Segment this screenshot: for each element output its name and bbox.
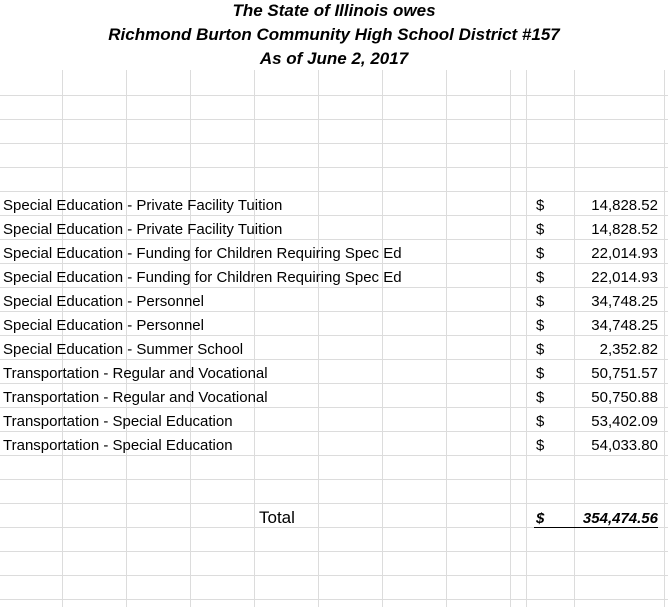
table-row	[0, 193, 668, 217]
item-amount: 50,751.57	[591, 365, 658, 382]
table-row	[0, 385, 668, 409]
grid-row-line	[0, 119, 668, 120]
table-row	[0, 217, 668, 241]
item-amount: 53,402.09	[591, 413, 658, 430]
item-amount: 54,033.80	[591, 437, 658, 454]
table-row	[0, 241, 668, 265]
table-row	[0, 337, 668, 361]
table-row	[0, 265, 668, 289]
title-line-2: Richmond Burton Community High School District #157	[0, 23, 668, 46]
title-line-3: As of June 2, 2017	[0, 47, 668, 70]
item-label: Special Education - Funding for Children Requiring Spec Ed	[3, 269, 402, 286]
currency-symbol: $	[536, 245, 545, 262]
currency-symbol: $	[536, 197, 545, 214]
item-amount: 34,748.25	[591, 293, 658, 310]
total-underline	[534, 527, 658, 528]
currency-symbol: $	[536, 341, 545, 358]
grid-row-line	[0, 503, 668, 504]
table-row	[0, 289, 668, 313]
table-row	[0, 361, 668, 385]
grid-row-line	[0, 551, 668, 552]
item-amount: 2,352.82	[599, 341, 658, 358]
item-amount: 22,014.93	[591, 269, 658, 286]
grid-row-line	[0, 167, 668, 168]
item-label: Special Education - Private Facility Tuition	[3, 221, 283, 238]
item-label: Transportation - Special Education	[3, 437, 233, 454]
currency-symbol: $	[536, 389, 545, 406]
grid-row-line	[0, 143, 668, 144]
currency-symbol: $	[536, 317, 545, 334]
item-amount: 14,828.52	[591, 197, 658, 214]
currency-symbol: $	[536, 365, 545, 382]
grid-row-line	[0, 575, 668, 576]
item-amount: 34,748.25	[591, 317, 658, 334]
item-label: Special Education - Personnel	[3, 293, 204, 310]
item-label: Special Education - Personnel	[3, 317, 204, 334]
table-row	[0, 313, 668, 337]
grid-row-line	[0, 599, 668, 600]
total-amount: 354,474.56	[582, 510, 658, 527]
item-label: Transportation - Regular and Vocational	[3, 365, 268, 382]
currency-symbol: $	[536, 269, 545, 286]
grid-row-line	[0, 191, 668, 192]
grid-row-line	[0, 95, 668, 96]
grid-row-line	[0, 479, 668, 480]
table-row	[0, 409, 668, 433]
item-label: Special Education - Funding for Children Requiring Spec Ed	[3, 245, 402, 262]
title-line-1: The State of Illinois owes	[0, 0, 668, 23]
currency-symbol: $	[536, 413, 545, 430]
currency-symbol: $	[536, 293, 545, 310]
table-row	[0, 433, 668, 457]
item-label: Transportation - Regular and Vocational	[3, 389, 268, 406]
item-amount: 22,014.93	[591, 245, 658, 262]
currency-symbol: $	[536, 221, 545, 238]
item-amount: 50,750.88	[591, 389, 658, 406]
currency-symbol: $	[536, 437, 545, 454]
total-label: Total	[259, 508, 295, 527]
item-label: Special Education - Summer School	[3, 341, 244, 358]
item-label: Special Education - Private Facility Tuition	[3, 197, 283, 214]
item-amount: 14,828.52	[591, 221, 658, 238]
total-currency-symbol: $	[536, 510, 545, 527]
item-label: Transportation - Special Education	[3, 413, 233, 430]
